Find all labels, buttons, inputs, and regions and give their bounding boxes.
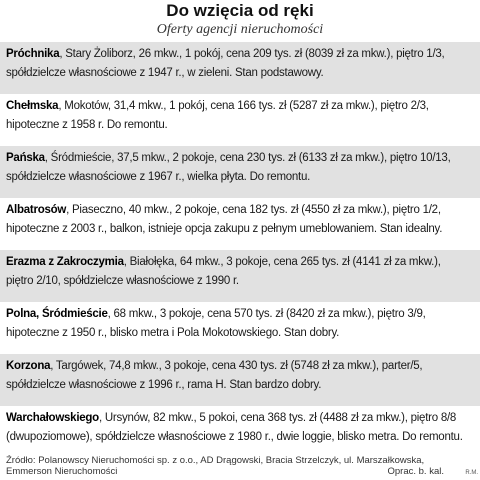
listing-details-line1: , Piaseczno, 40 mkw., 2 pokoje, cena 182 tys. zł (4550 zł za mkw.), piętro 1/2, <box>66 204 441 216</box>
listing-details-line2: spółdzielcze własnościowe z 1996 r., rama H. Stan bardzo dobry. <box>6 378 322 391</box>
listing-details-line1: , Ursynów, 82 mkw., 5 pokoi, cena 368 tys. zł (4488 zł za mkw.), piętro 8/8 <box>98 412 457 424</box>
listing-street: Albatrosów <box>6 204 67 216</box>
listing-street: Próchnika <box>6 48 60 60</box>
listing-details-line2: (dwupoziomowe), spółdzielcze własnościowe z 1980 r., dwie loggie, blisko metra. Do remontu. <box>6 430 463 443</box>
listing-street: Korzona <box>6 360 51 372</box>
listing-row <box>0 94 480 146</box>
listing-row <box>0 354 480 406</box>
listing-row <box>0 250 480 302</box>
listing-details-line1: , Mokotów, 31,4 mkw., 1 pokój, cena 166 tys. zł (5287 zł za mkw.), piętro 2/3, <box>58 100 429 112</box>
designer-initials: R.M. <box>465 470 478 476</box>
source-line1: Źródło: Polanowscy Nieruchomości sp. z o.o., AD Drągowski, Bracia Strzelczyk, ul. Marszałkowska, <box>6 455 425 466</box>
listing-details-line2: hipoteczne z 1950 r., blisko metra i Pola Mokotowskiego. Stan dobry. <box>6 326 340 339</box>
listings-list <box>0 42 480 458</box>
listing-row <box>0 406 480 458</box>
listing-details-line1: , Śródmieście, 37,5 mkw., 2 pokoje, cena 230 tys. zł (6133 zł za mkw.), piętro 10/13, <box>44 152 451 164</box>
listing-street: Erazma z Zakroczymia <box>6 256 124 268</box>
source-line2: Emmerson Nieruchomości <box>6 466 118 477</box>
listing-street: Chełmska <box>6 100 59 112</box>
listing-row <box>0 146 480 198</box>
listing-details-line2: hipoteczne z 2003 r., balkon, istnieje opcja zakupu z pełnym umeblowaniem. Stan idealny. <box>6 222 443 235</box>
listing-row <box>0 302 480 354</box>
listing-details-line1: , Targówek, 74,8 mkw., 3 pokoje, cena 430 tys. zł (5748 zł za mkw.), parter/5, <box>50 360 423 372</box>
page-subtitle: Oferty agencji nieruchomości <box>156 22 324 37</box>
listing-details-line1: , 68 mkw., 3 pokoje, cena 570 tys. zł (8420 zł za mkw.), piętro 3/9, <box>107 308 426 320</box>
listing-street: Warchałowskiego <box>6 412 99 424</box>
listing-row <box>0 198 480 250</box>
page-title: Do wzięcia od ręki <box>166 1 314 20</box>
header <box>0 0 480 39</box>
listing-details-line2: piętro 2/10, spółdzielcze własnościowe z 1990 r. <box>6 274 239 287</box>
listing-row <box>0 42 480 94</box>
author-credit: Oprac. b. kal. <box>387 466 444 477</box>
listing-street: Polna, Śródmieście <box>6 308 108 320</box>
listing-details-line2: spółdzielcze własnościowe z 1947 r., w zieleni. Stan podstawowy. <box>6 66 324 79</box>
listing-details-line2: spółdzielcze własnościowe z 1967 r., wielka płyta. Do remontu. <box>6 170 311 183</box>
listing-details-line1: , Białołęka, 64 mkw., 3 pokoje, cena 265 tys. zł (4141 zł za mkw.), <box>123 256 441 268</box>
listing-street: Pańska <box>6 152 45 164</box>
listing-details-line1: , Stary Żoliborz, 26 mkw., 1 pokój, cena 209 tys. zł (8039 zł za mkw.), piętro 1/3, <box>59 48 445 60</box>
listing-details-line2: hipoteczne z 1958 r. Do remontu. <box>6 118 168 131</box>
source-footer <box>6 455 478 477</box>
